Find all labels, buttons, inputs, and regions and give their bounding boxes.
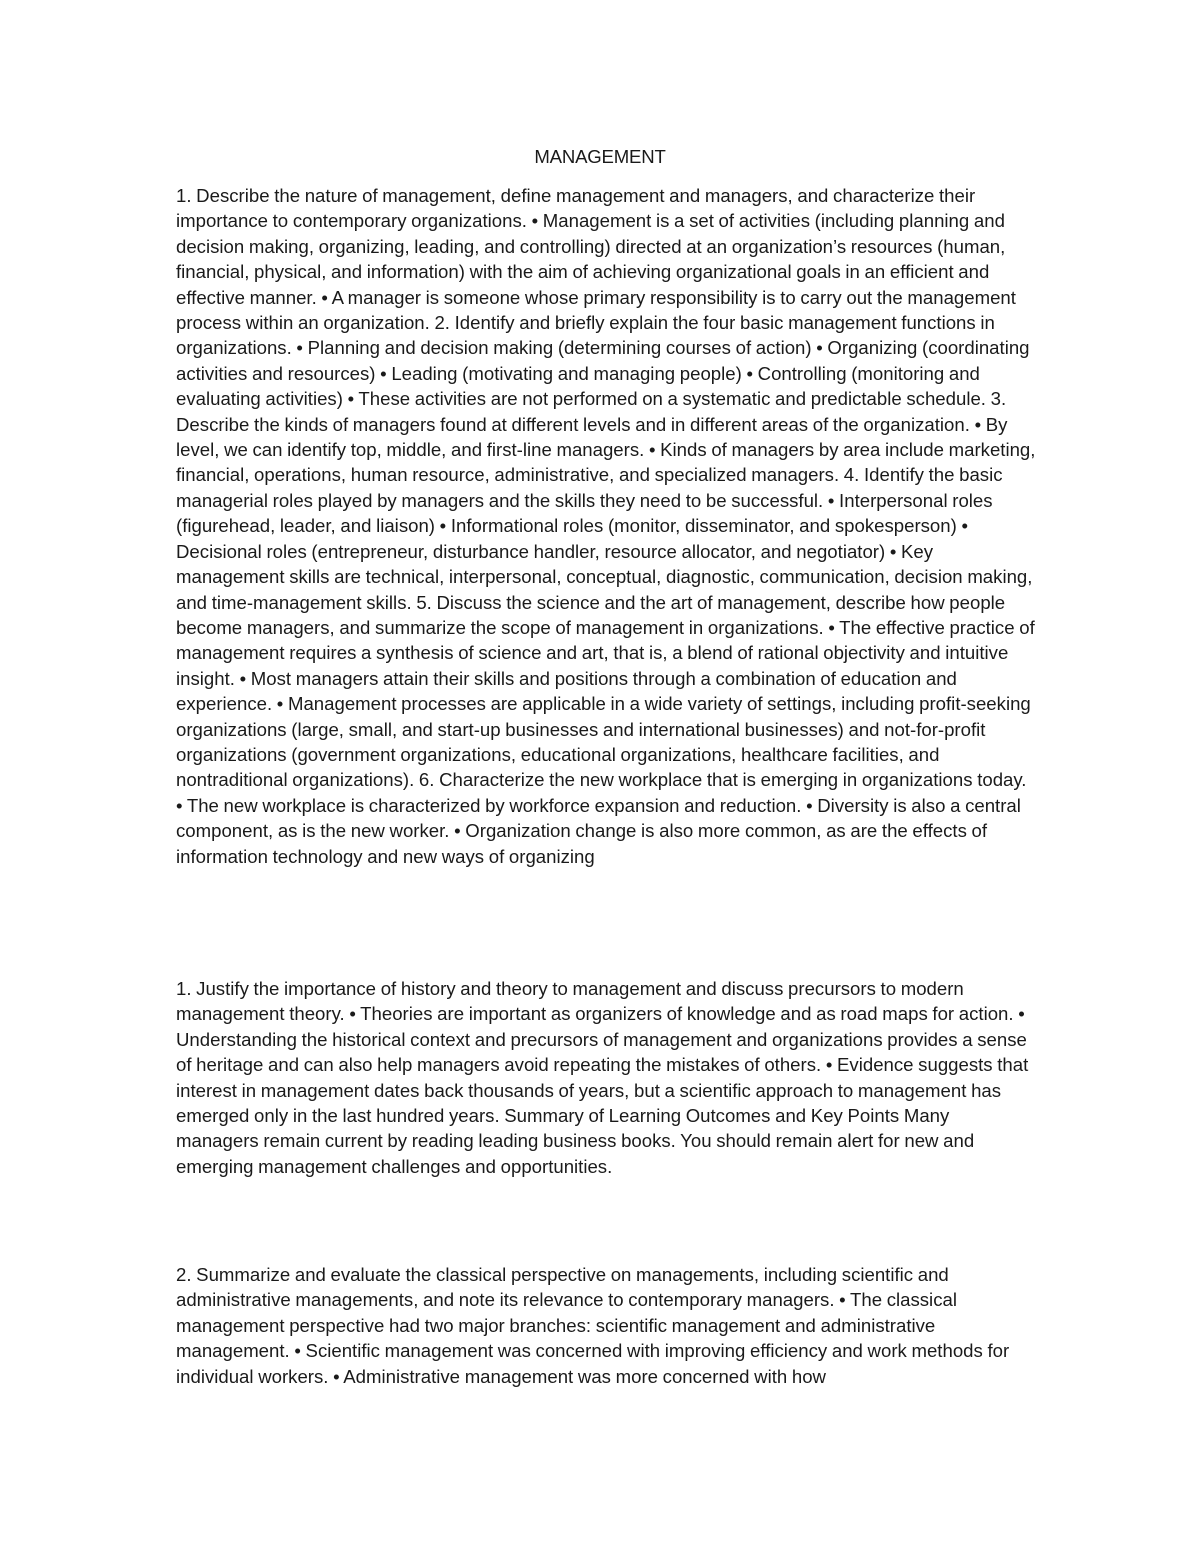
paragraph-2: 1. Justify the importance of history and theory to management and discuss precursors to modern management theory. • Theories are important as organizers of knowledge and as road maps for action. • Understanding the historical context and precursors of management and organizations provides a sense of heritage and can also help managers avoid repeating the mistakes of others. • Evidence suggests that interest in management dates back thousands of years, but a scientific approach to management has emerged only in the last hundred years. Summary of Learning Outcomes and Key Points Many managers remain current by reading leading business books. You should remain alert for new and emerging management challenges and opportunities. [176,978,1029,1177]
paragraph-1: 1. Describe the nature of management, define management and managers, and characterize their importance to contemporary organizations. • Management is a set of activities (including planning and decision making, organizing, leading, and controlling) directed at an organization’s resources (human, financial, physical, and information) with the aim of achieving organizational goals in an efficient and effective manner. • A manager is someone whose primary responsibility is to carry out the management process within an organization. 2. Identify and briefly explain the four basic management functions in organizations. • Planning and decision making (determining courses of action) • Organizing (coordinating activities and resources) • Leading (motivating and managing people) • Controlling (monitoring and evaluating activities) • These activities are not performed on a systematic and predictable schedule. 3. Describe the kinds of managers found at different levels and in different areas of the organization. • By level, we can identify top, middle, and first-line managers. • Kinds of managers by area include marketing, financial, operations, human resource, administrative, and specialized managers. 4. Identify the basic managerial roles played by managers and the skills they need to be successful. • Interpersonal roles (figurehead, leader, and liaison) • Informational roles (monitor, disseminator, and spokesperson) • Decisional roles (entrepreneur, disturbance handler, resource allocator, and negotiator) • Key management skills are technical, interpersonal, conceptual, diagnostic, communication, decision making, and time-management skills. 5. Discuss the science and the art of management, describe how people become managers, and summarize the scope of management in organizations. • The effective practice of management requires a synthesis of science and art, that is, a blend of rational objectivity and intuitive insight. • Most managers attain their skills and positions through a combination of education and experience. • Management processes are applicable in a wide variety of settings, including profit-seeking organizations (large, small, and start-up businesses and international businesses) and not-for-profit organizations (government organizations, educational organizations, healthcare facilities, and nontraditional organizations). 6. Characterize the new workplace that is emerging in organizations today. • The new workplace is characterized by workforce expansion and reduction. • Diversity is also a central component, as is the new worker. • Organization change is also more common, as are the effects of information technology and new ways of organizing [176,185,1036,867]
document-title: MANAGEMENT [534,146,666,167]
paragraph-3: 2. Summarize and evaluate the classical perspective on managements, including scientific and administrative managements, and note its relevance to contemporary managers. • The classical management perspective had two major branches: scientific management and administrative management. • Scientific management was concerned with improving efficiency and work methods for individual workers. • Administrative management was more concerned with how [176,1264,1010,1387]
